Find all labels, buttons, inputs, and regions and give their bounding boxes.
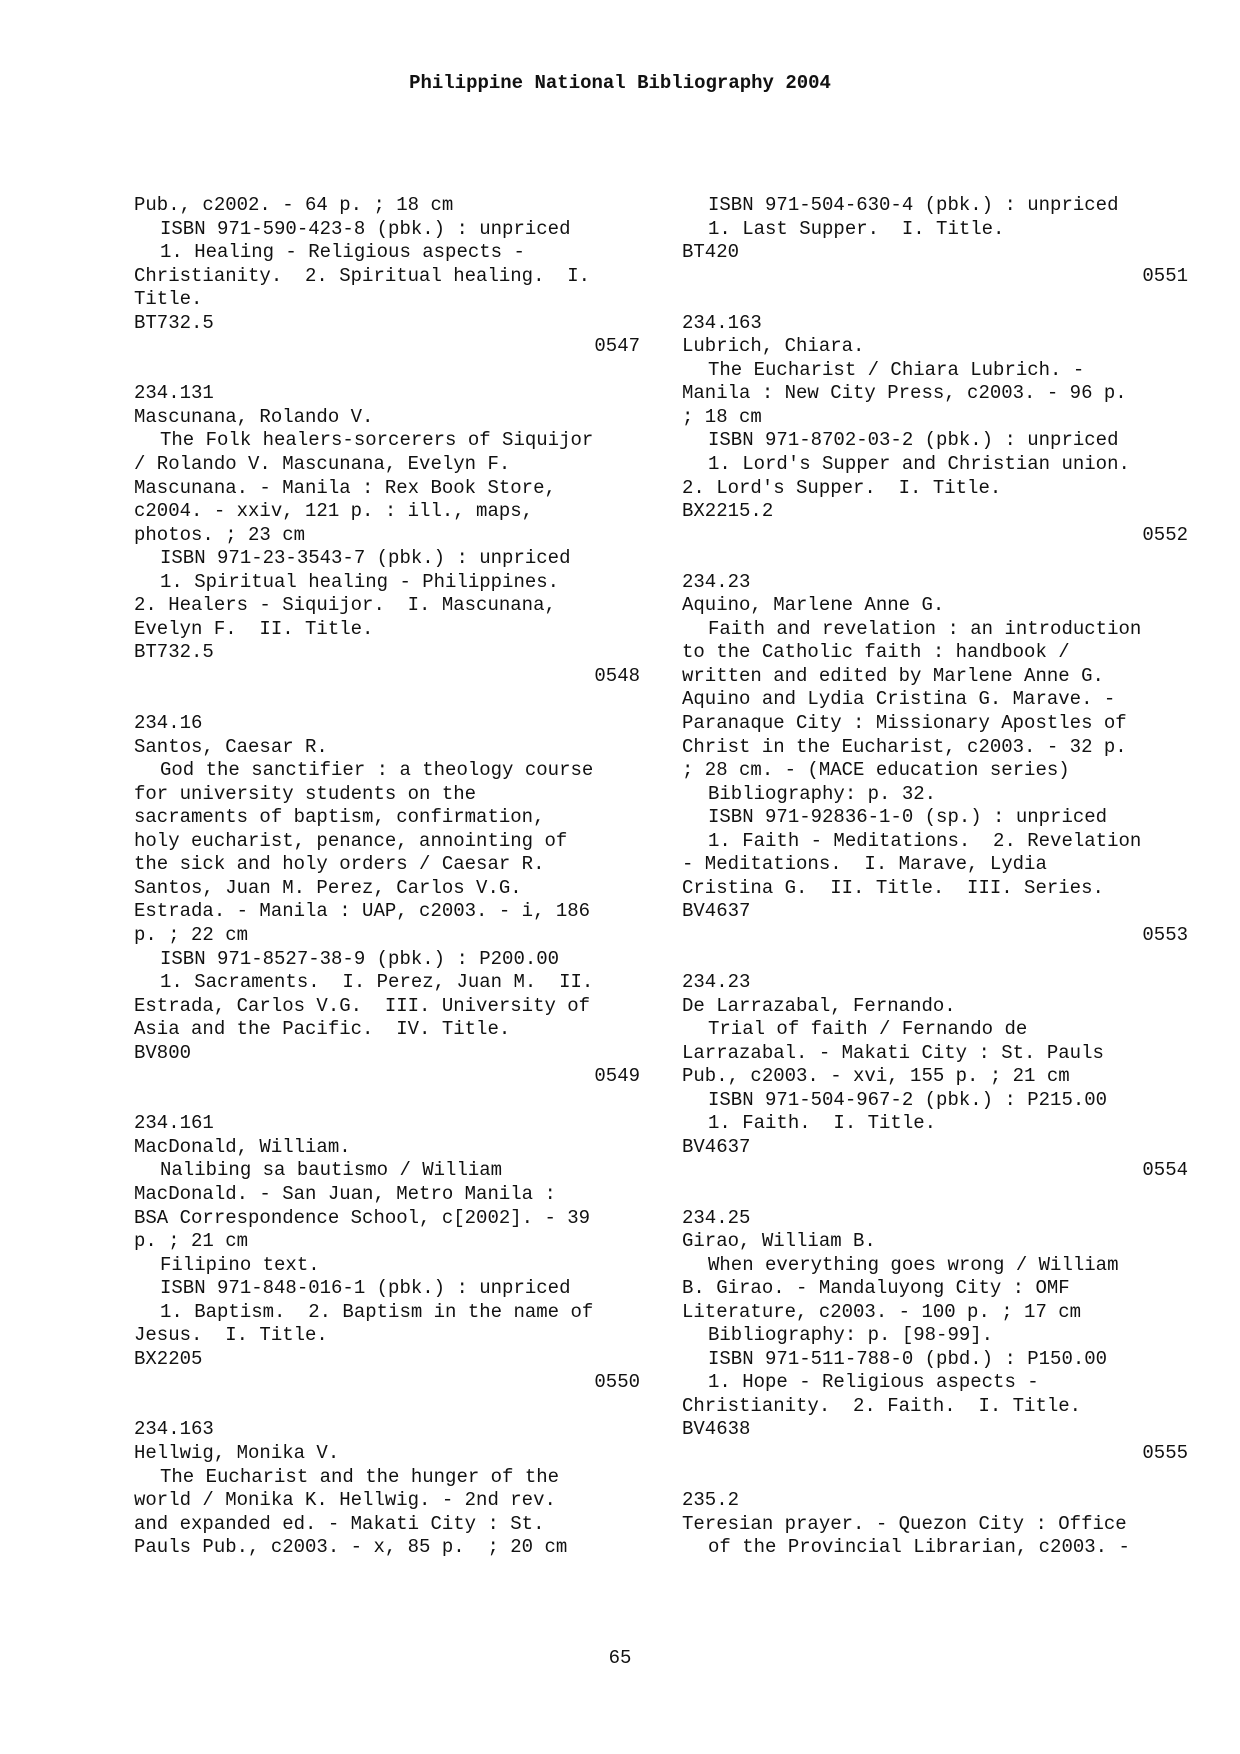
entry-line: Christ in the Eucharist, c2003. - 32 p. <box>682 735 1127 758</box>
entry-line: ISBN 971-511-788-0 (pbd.) : P150.00 <box>708 1347 1108 1370</box>
bibliographic-entry <box>134 712 640 1089</box>
entry-line: 1. Baptism. 2. Baptism in the name of <box>160 1300 594 1323</box>
entry-number: 0554 <box>1142 1159 1188 1182</box>
entry-line: The Eucharist / Chiara Lubrich. - <box>708 358 1085 381</box>
entry-line: 1. Sacraments. I. Perez, Juan M. II. <box>160 971 594 994</box>
entry-line: Pauls Pub., c2003. - x, 85 p. ; 20 cm <box>134 1536 568 1559</box>
entry-line: Jesus. I. Title. <box>134 1324 328 1347</box>
call-number: BT732.5 <box>134 311 214 334</box>
page-title: Philippine National Bibliography 2004 <box>409 72 831 94</box>
entry-line: 2. Lord's Supper. I. Title. <box>682 476 1002 499</box>
author-heading: De Larrazabal, Fernando. <box>682 994 956 1017</box>
right-column <box>682 194 1188 1560</box>
bibliographic-entry <box>682 1207 1188 1466</box>
entry-line: p. ; 22 cm <box>134 923 249 946</box>
entry-line: ISBN 971-504-630-4 (pbk.) : unpriced <box>708 194 1119 216</box>
entry-line: - Meditations. I. Marave, Lydia <box>682 853 1047 876</box>
entry-line: 1. Last Supper. I. Title. <box>708 217 1005 240</box>
call-number: BT420 <box>682 241 740 264</box>
entry-line: ISBN 971-8702-03-2 (pbk.) : unpriced <box>708 429 1119 452</box>
left-column <box>134 194 640 1560</box>
entry-line: Bibliography: p. [98-99]. <box>708 1324 994 1347</box>
entry-line: Mascunana. - Manila : Rex Book Store, <box>134 476 556 499</box>
entry-line: Christianity. 2. Faith. I. Title. <box>682 1394 1082 1417</box>
entry-line: Pub., c2003. - xvi, 155 p. ; 21 cm <box>682 1065 1070 1088</box>
entry-number: 0552 <box>1142 523 1188 546</box>
bibliographic-entry <box>682 571 1188 948</box>
entry-line: God the sanctifier : a theology course <box>160 759 594 782</box>
entry-line: Santos, Juan M. Perez, Carlos V.G. <box>134 876 522 899</box>
classification-number: 234.163 <box>682 311 762 334</box>
entry-line: MacDonald. - San Juan, Metro Manila : <box>134 1182 556 1205</box>
entry-line: ; 18 cm <box>682 405 762 428</box>
entry-line: the sick and holy orders / Caesar R. <box>134 853 545 876</box>
entry-line: 1. Healing - Religious aspects - <box>160 241 525 264</box>
entry-line: The Folk healers-sorcerers of Siquijor <box>160 429 594 452</box>
entry-line: Estrada, Carlos V.G. III. University of <box>134 994 591 1017</box>
author-heading: Hellwig, Monika V. <box>134 1441 340 1464</box>
entry-line: and expanded ed. - Makati City : St. <box>134 1512 545 1535</box>
entry-line: 2. Healers - Siquijor. I. Mascunana, <box>134 594 556 617</box>
bibliographic-entry <box>682 1489 1188 1560</box>
classification-number: 234.16 <box>134 712 203 735</box>
author-heading: Santos, Caesar R. <box>134 735 328 758</box>
bibliographic-entry <box>134 1112 640 1395</box>
call-number: BX2215.2 <box>682 500 774 523</box>
author-heading: Lubrich, Chiara. <box>682 335 865 358</box>
bibliographic-entry <box>682 312 1188 547</box>
entry-line: for university students on the <box>134 782 477 805</box>
bibliographic-entry <box>134 382 640 688</box>
call-number: BV4637 <box>682 900 751 923</box>
entry-line: Literature, c2003. - 100 p. ; 17 cm <box>682 1300 1082 1323</box>
author-heading: Girao, William B. <box>682 1230 876 1253</box>
bibliographic-entry <box>134 1418 640 1559</box>
entry-line: 1. Faith. I. Title. <box>708 1112 937 1135</box>
entry-number: 0551 <box>1142 264 1188 287</box>
entry-line: The Eucharist and the hunger of the <box>160 1465 560 1488</box>
entry-number: 0553 <box>1142 923 1188 946</box>
entry-line: 1. Hope - Religious aspects - <box>708 1371 1039 1394</box>
entry-line: / Rolando V. Mascunana, Evelyn F. <box>134 453 511 476</box>
entry-line: ISBN 971-504-967-2 (pbk.) : P215.00 <box>708 1088 1108 1111</box>
entry-line: 1. Spiritual healing - Philippines. <box>160 570 560 593</box>
classification-number: 234.131 <box>134 382 214 405</box>
entry-line: When everything goes wrong / William <box>708 1253 1119 1276</box>
entry-line: ; 28 cm. - (MACE education series) <box>682 759 1070 782</box>
entry-line: Filipino text. <box>160 1253 320 1276</box>
classification-number: 234.161 <box>134 1112 214 1135</box>
entry-line: Nalibing sa bautismo / William <box>160 1159 503 1182</box>
entry-number: 0550 <box>594 1371 640 1394</box>
author-heading: Mascunana, Rolando V. <box>134 405 374 428</box>
bibliographic-entry <box>682 971 1188 1183</box>
classification-number: 234.23 <box>682 570 751 593</box>
entry-line: Trial of faith / Fernando de <box>708 1018 1028 1041</box>
entry-line: ISBN 971-590-423-8 (pbk.) : unpriced <box>160 217 571 240</box>
entry-line: Pub., c2002. - 64 p. ; 18 cm <box>134 194 454 216</box>
entry-line: Paranaque City : Missionary Apostles of <box>682 712 1127 735</box>
classification-number: 234.163 <box>134 1418 214 1441</box>
entry-number: 0549 <box>594 1065 640 1088</box>
call-number: BV4638 <box>682 1418 751 1441</box>
entry-line: of the Provincial Librarian, c2003. - <box>708 1536 1130 1559</box>
entry-line: Cristina G. II. Title. III. Series. <box>682 876 1104 899</box>
entry-line: Bibliography: p. 32. <box>708 782 937 805</box>
entry-line: Asia and the Pacific. IV. Title. <box>134 1018 511 1041</box>
entry-line: 1. Lord's Supper and Christian union. <box>708 453 1130 476</box>
call-number: BX2205 <box>134 1347 203 1370</box>
entry-line: B. Girao. - Mandaluyong City : OMF <box>682 1277 1070 1300</box>
entry-line: ISBN 971-8527-38-9 (pbk.) : P200.00 <box>160 947 560 970</box>
author-heading: MacDonald, William. <box>134 1135 351 1158</box>
entry-line: Larrazabal. - Makati City : St. Pauls <box>682 1041 1104 1064</box>
classification-number: 234.25 <box>682 1206 751 1229</box>
entry-line: c2004. - xxiv, 121 p. : ill., maps, <box>134 500 534 523</box>
entry-number: 0555 <box>1142 1441 1188 1464</box>
entry-number: 0548 <box>594 664 640 687</box>
entry-number: 0547 <box>594 335 640 358</box>
entry-line: Estrada. - Manila : UAP, c2003. - i, 186 <box>134 900 591 923</box>
classification-number: 235.2 <box>682 1489 740 1512</box>
entry-line: Manila : New City Press, c2003. - 96 p. <box>682 382 1127 405</box>
page-number: 65 <box>608 1647 632 1669</box>
entry-line: Title. <box>134 288 203 311</box>
entry-line: Aquino and Lydia Cristina G. Marave. - <box>682 688 1116 711</box>
entry-line: Christianity. 2. Spiritual healing. I. <box>134 264 591 287</box>
entry-line: ISBN 971-848-016-1 (pbk.) : unpriced <box>160 1277 571 1300</box>
classification-number: 234.23 <box>682 971 751 994</box>
call-number: BV4637 <box>682 1135 751 1158</box>
entry-line: photos. ; 23 cm <box>134 523 306 546</box>
author-heading: Aquino, Marlene Anne G. <box>682 594 945 617</box>
entry-line: written and edited by Marlene Anne G. <box>682 664 1104 687</box>
entry-line: p. ; 21 cm <box>134 1230 249 1253</box>
entry-line: 1. Faith - Meditations. 2. Revelation <box>708 829 1142 852</box>
call-number: BT732.5 <box>134 641 214 664</box>
entry-line: BSA Correspondence School, c[2002]. - 39 <box>134 1206 591 1229</box>
entry-line: ISBN 971-92836-1-0 (sp.) : unpriced <box>708 806 1108 829</box>
entry-line: to the Catholic faith : handbook / <box>682 641 1070 664</box>
entry-line: ISBN 971-23-3543-7 (pbk.) : unpriced <box>160 547 571 570</box>
entry-line: Evelyn F. II. Title. <box>134 617 374 640</box>
bibliographic-entry <box>682 194 1188 288</box>
title-heading: Teresian prayer. - Quezon City : Office <box>682 1512 1127 1535</box>
call-number: BV800 <box>134 1041 192 1064</box>
entry-line: holy eucharist, penance, annointing of <box>134 829 568 852</box>
entry-line: world / Monika K. Hellwig. - 2nd rev. <box>134 1489 556 1512</box>
entry-line: sacraments of baptism, confirmation, <box>134 806 545 829</box>
entry-line: Faith and revelation : an introduction <box>708 617 1142 640</box>
bibliographic-entry <box>134 194 640 359</box>
